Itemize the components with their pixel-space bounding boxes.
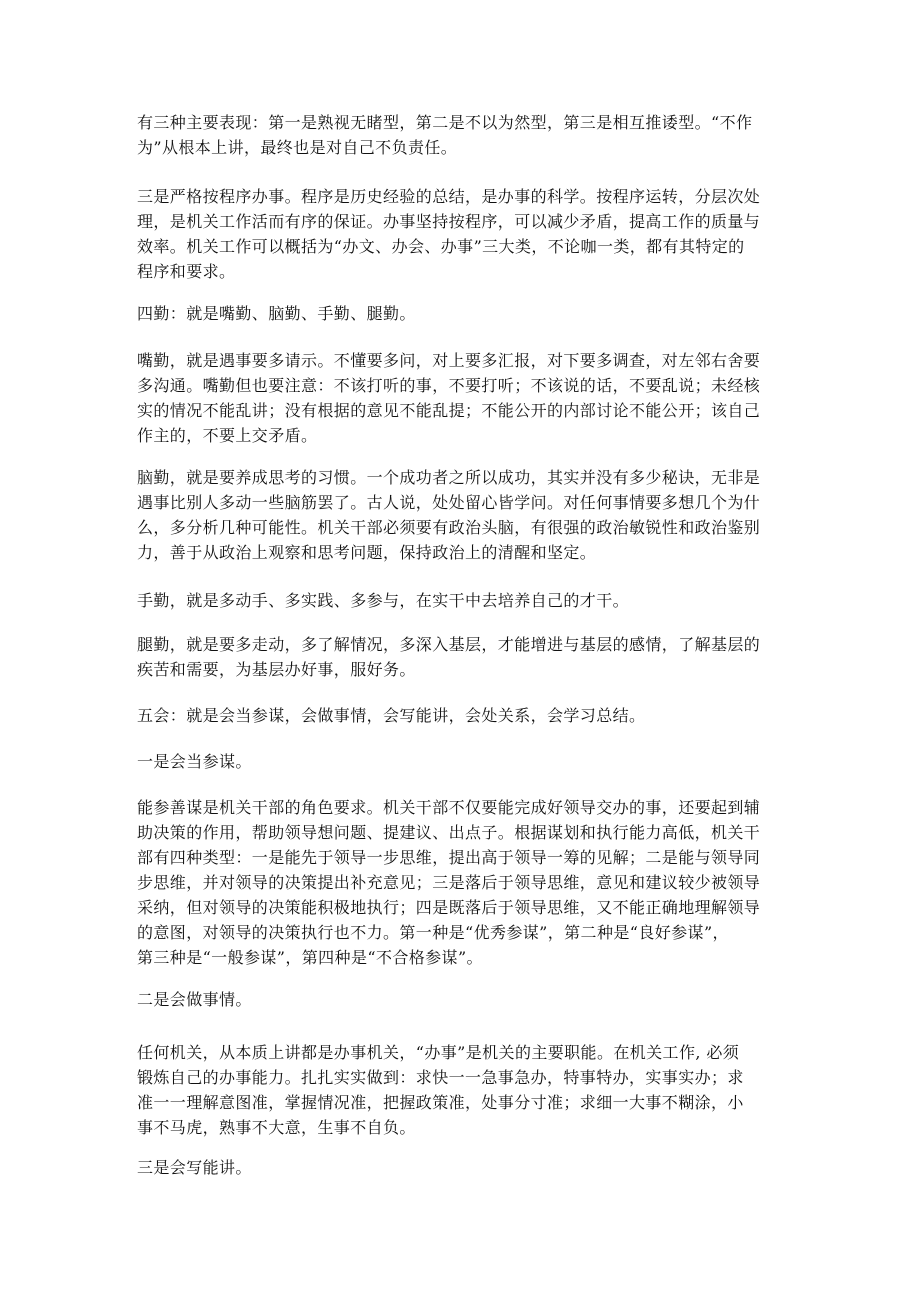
paragraph-heading-advisor <box>137 749 797 774</box>
text-line: 脑勤，就是要养成思考的习惯。一个成功者之所以成功，其实并没有多少秘诀，无非是 <box>137 468 761 487</box>
text-line: 助决策的作用，帮助领导想问题、提建议、出点子。根据谋划和执行能力高低，机关干 <box>137 823 761 842</box>
text-line: 任何机关，从本质上讲都是办事机关，“办事”是机关的主要职能。在机关工作, 必须 <box>137 1043 740 1062</box>
text-line: 手勤，就是多动手、多实践、多参与，在实干中去培养自己的才干。 <box>137 591 630 610</box>
text-line: 实的情况不能乱讲；没有根据的意见不能乱提；不能公开的内部讨论不能公开；该自己 <box>137 401 761 420</box>
text-line: 么，多分析几种可能性。机关干部必须要有政治头脑，有很强的政治敏锐性和政治鉴别 <box>137 518 761 537</box>
paragraph-five-abilities <box>137 703 797 728</box>
text-line: 的意图，对领导的决策执行也不力。第一种是“优秀参谋”，第二种是“良好参谋”， <box>137 923 729 942</box>
paragraph-heading-write-speak <box>137 1155 797 1180</box>
text-line: 二是会做事情。 <box>137 990 252 1009</box>
text-line: 一是会当参谋。 <box>137 752 252 771</box>
paragraph-heading-do-things <box>137 987 797 1012</box>
text-line: 准一一理解意图准，掌握情况准，把握政策准，处事分寸准；求细一大事不糊涂，小 <box>137 1093 744 1112</box>
text-line: 第三种是“一般参谋”，第四种是“不合格参谋”。 <box>137 948 483 967</box>
paragraph-hand-diligence <box>137 588 797 613</box>
text-line: 疾苦和需要，为基层办好事，服好务。 <box>137 660 416 679</box>
text-line: 有三种主要表现：第一是熟视无睹型，第二是不以为然型，第三是相互推诿型。“不作 <box>137 113 753 132</box>
text-line: 事不马虎，熟事不大意，生事不自负。 <box>137 1118 416 1137</box>
paragraph-do-things <box>137 1040 797 1140</box>
text-line: 采纳，但对领导的决策能积极地执行；四是既落后于领导思维，又不能正确地理解领导 <box>137 898 761 917</box>
text-line: 五会：就是会当参谋，会做事情，会写能讲，会处关系，会学习总结。 <box>137 706 646 725</box>
text-line: 程序和要求。 <box>137 262 236 281</box>
text-line: 三是会写能讲。 <box>137 1158 252 1177</box>
paragraph-mouth-diligence <box>137 348 797 448</box>
text-line: 能参善谋是机关干部的角色要求。机关干部不仅要能完成好领导交办的事，还要起到辅 <box>137 798 761 817</box>
paragraph-follow-procedure <box>137 184 797 284</box>
text-line: 力，善于从政治上观察和思考问题，保持政治上的清醒和坚定。 <box>137 543 597 562</box>
text-line: 效率。机关工作可以概括为“办文、办会、办事”三大类，不论咖一类，都有其特定的 <box>137 237 745 256</box>
text-line: 部有四种类型：一是能先于领导一步思维，提出高于领导一筹的见解；二是能与领导同 <box>137 848 761 867</box>
text-line: 理，是机关工作活而有序的保证。办事坚持按程序，可以减少矛盾，提高工作的质量与 <box>137 212 761 231</box>
text-line: 遇事比别人多动一些脑筋罢了。古人说，处处留心皆学问。对任何事情要多想几个为什 <box>137 493 761 512</box>
text-line: 嘴勤，就是遇事要多请示。不懂要多问，对上要多汇报，对下要多调查，对左邻右舍要 <box>137 351 761 370</box>
text-line: 作主的，不要上交矛盾。 <box>137 426 318 445</box>
paragraph-three-types <box>137 110 797 160</box>
paragraph-advisor-types <box>137 795 797 970</box>
text-line: 步思维，并对领导的决策提出补充意见；三是落后于领导思维，意见和建议较少被领导 <box>137 873 761 892</box>
paragraph-four-diligences <box>137 301 797 326</box>
text-line: 三是严格按程序办事。程序是历史经验的总结，是办事的科学。按程序运转，分层次处 <box>137 187 761 206</box>
text-line: 腿勤，就是要多走动，多了解情况，多深入基层，才能增进与基层的感情，了解基层的 <box>137 635 761 654</box>
text-line: 四勤：就是嘴勤、脑勤、手勤、腿勤。 <box>137 304 416 323</box>
paragraph-brain-diligence <box>137 465 797 565</box>
paragraph-leg-diligence <box>137 632 797 682</box>
text-line: 为”从根本上讲，最终也是对自己不负责任。 <box>137 138 458 157</box>
text-line: 锻炼自己的办事能力。扎扎实实做到：求快一一急事急办，特事特办，实事实办；求 <box>137 1068 744 1087</box>
text-line: 多沟通。嘴勤但也要注意：不该打听的事，不要打听；不该说的话，不要乱说；未经核 <box>137 376 761 395</box>
